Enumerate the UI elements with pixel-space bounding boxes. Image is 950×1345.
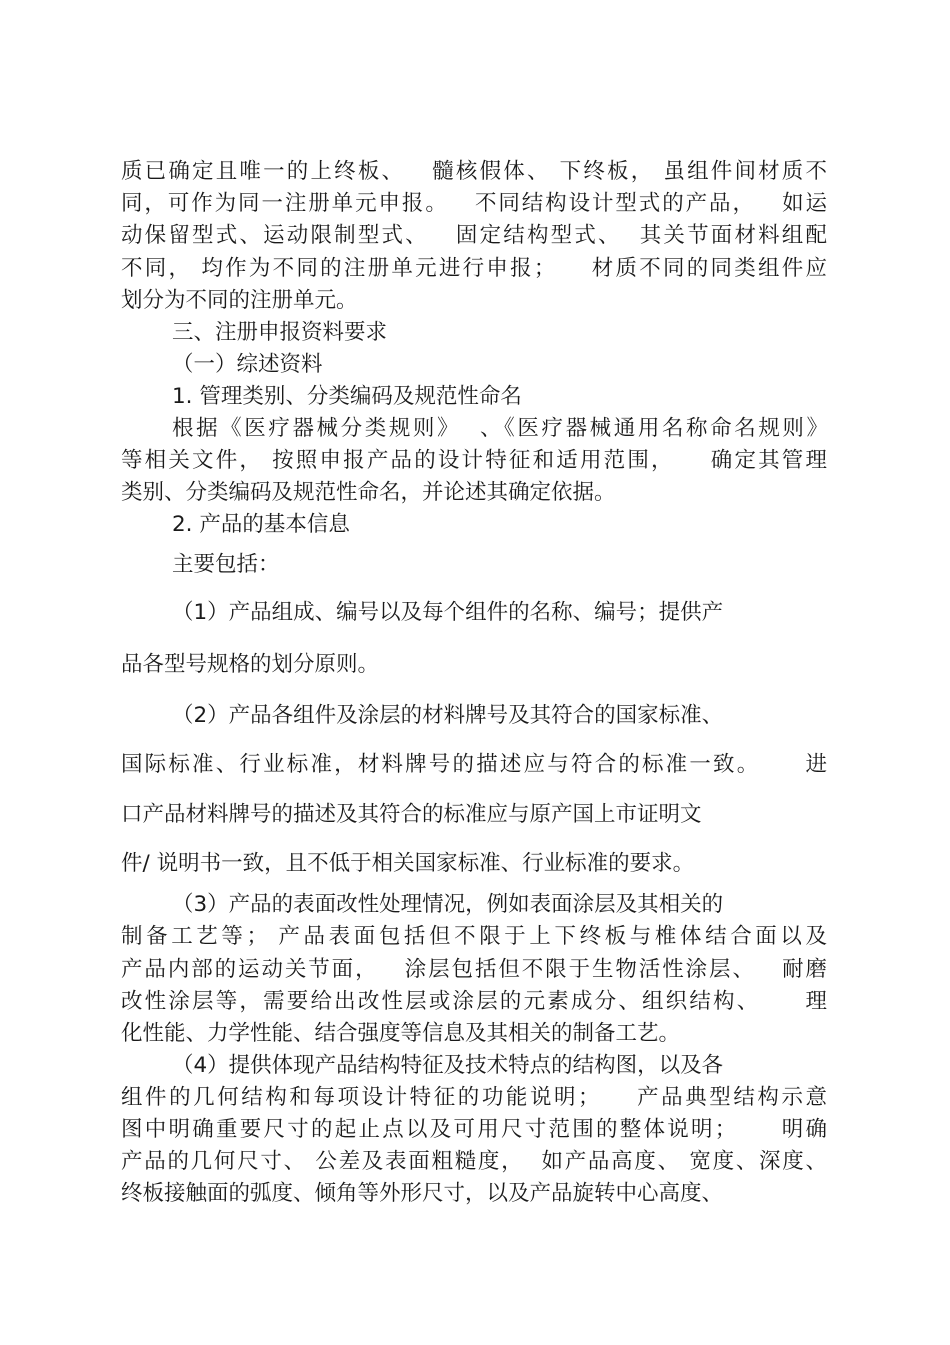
paragraph-line: （3）产品的表面改性处理情况，例如表面涂层及其相关的	[172, 892, 724, 917]
paragraph-line: 产品的几何尺寸、 公差及表面粗糙度， 如产品高度、 宽度、深度、	[121, 1149, 827, 1174]
paragraph-line: 改性涂层等，需要给出改性层或涂层的元素成分、组织结构、 理	[121, 989, 827, 1014]
paragraph-line: 终板接触面的弧度、倾角等外形尺寸，以及产品旋转中心高度、	[121, 1181, 724, 1206]
paragraph-line: 类别、分类编码及规范性命名，并论述其确定依据。	[121, 480, 616, 505]
paragraph-line: 品各型号规格的划分原则。	[121, 652, 380, 677]
paragraph-line: 质已确定且唯一的上终板、 髓核假体、 下终板， 虽组件间材质不	[121, 159, 827, 184]
paragraph-line: 化性能、力学性能、结合强度等信息及其相关的制备工艺。	[121, 1021, 681, 1046]
section-heading: 三、注册申报资料要求	[172, 320, 388, 345]
item-heading: 1. 管理类别、分类编码及规范性命名	[172, 384, 522, 409]
paragraph-line: （2）产品各组件及涂层的材料牌号及其符合的国家标准、	[172, 703, 724, 728]
paragraph-line: 等相关文件， 按照申报产品的设计特征和适用范围， 确定其管理	[121, 448, 827, 473]
paragraph-line: 件/ 说明书一致，且不低于相关国家标准、行业标准的要求。	[121, 851, 695, 876]
paragraph-line: 产品内部的运动关节面， 涂层包括但不限于生物活性涂层、 耐磨	[121, 957, 827, 982]
subsection-heading: （一）综述资料	[172, 352, 323, 377]
paragraph-line: 图中明确重要尺寸的起止点以及可用尺寸范围的整体说明； 明确	[121, 1117, 827, 1142]
paragraph-line: 同，可作为同一注册单元申报。 不同结构设计型式的产品， 如运	[121, 191, 827, 216]
item-heading: 2. 产品的基本信息	[172, 512, 350, 537]
paragraph-line: 主要包括：	[172, 552, 280, 577]
paragraph-line: 制备工艺等； 产品表面包括但不限于上下终板与椎体结合面以及	[121, 924, 827, 949]
paragraph-line: （1）产品组成、编号以及每个组件的名称、编号；提供产	[172, 600, 724, 625]
paragraph-line: 根据《医疗器械分类规则》 、《医疗器械通用名称命名规则》	[172, 416, 828, 441]
paragraph-line: 组件的几何结构和每项设计特征的功能说明； 产品典型结构示意	[121, 1085, 827, 1110]
paragraph-line: 动保留型式、运动限制型式、 固定结构型式、 其关节面材料组配	[121, 223, 827, 248]
paragraph-line: 划分为不同的注册单元。	[121, 288, 358, 313]
paragraph-line: 口产品材料牌号的描述及其符合的标准应与原产国上市证明文	[121, 802, 702, 827]
paragraph-line: （4）提供体现产品结构特征及技术特点的结构图，以及各	[172, 1053, 724, 1078]
paragraph-line: 国际标准、行业标准，材料牌号的描述应与符合的标准一致。 进	[121, 752, 827, 777]
paragraph-line: 不同， 均作为不同的注册单元进行申报； 材质不同的同类组件应	[121, 256, 827, 281]
